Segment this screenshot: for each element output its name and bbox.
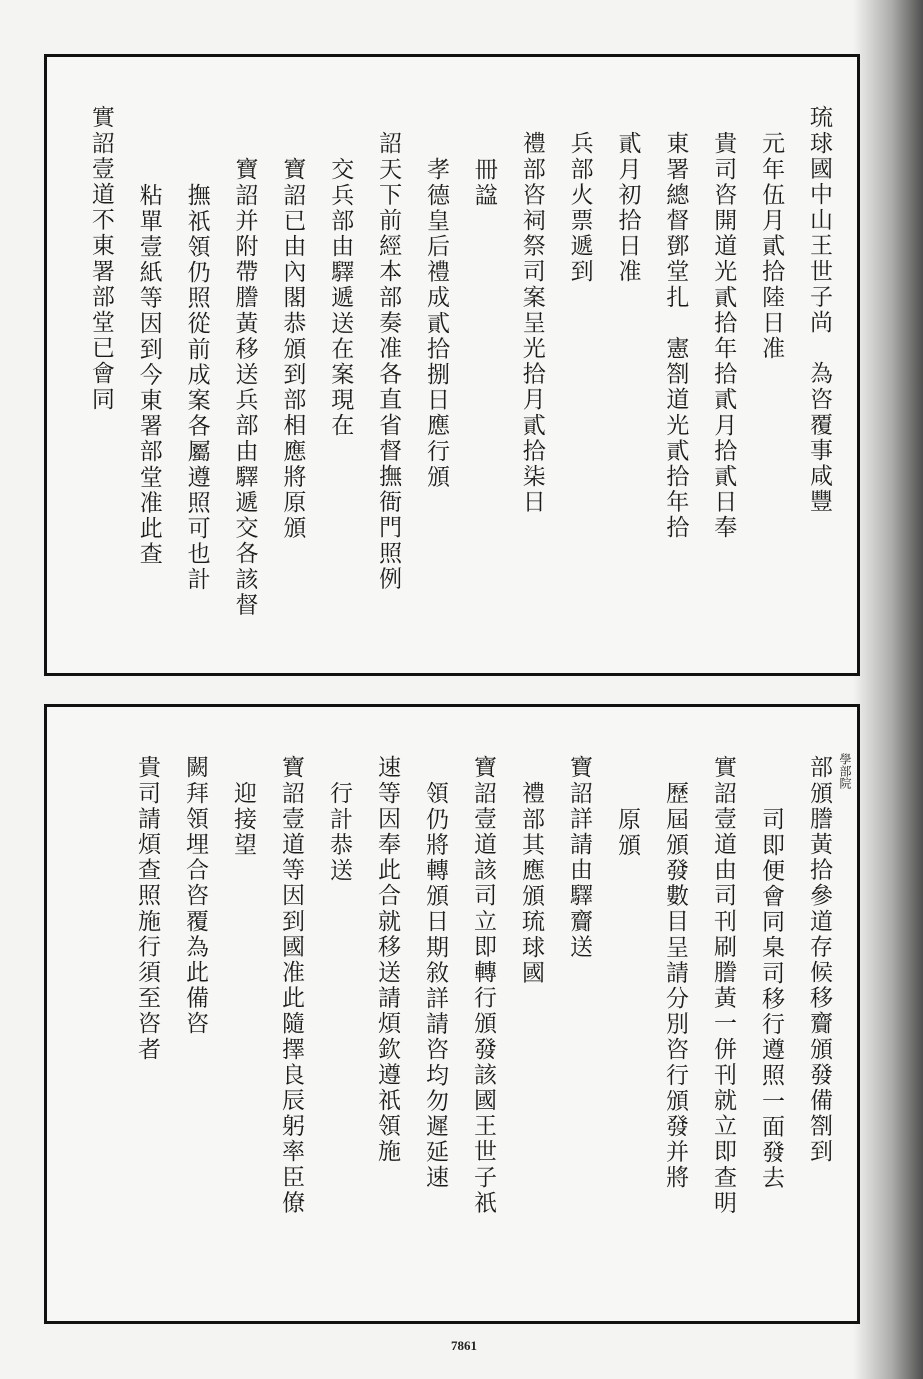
top-document-panel (44, 54, 860, 676)
top-column: 東署總督鄧堂扎 憲劄道光貳拾年拾 (662, 131, 689, 541)
bottom-column: 原頒 (614, 807, 640, 859)
top-column: 貳月初拾日准 (614, 131, 641, 285)
page-gutter-shadow (853, 0, 923, 1379)
bottom-column: 部頒謄黃拾參道存候移齎頒發備劄到 (806, 755, 832, 1165)
top-column: 粘單壹紙等因到今東署部堂准此查 (135, 183, 162, 567)
bottom-column: 實詔壹道由司刊刷謄黃一併刊就立即查明 (710, 755, 736, 1216)
top-column: 交兵部由驛遞送在案現在 (327, 157, 354, 439)
top-column: 冊諡 (470, 157, 497, 209)
top-column: 實詔壹道不東署部堂已會同 (87, 105, 114, 413)
bottom-column: 寶詔壹道等因到國准此隨擇良辰躬率臣僚 (278, 755, 304, 1216)
bottom-column: 迎接望 (230, 781, 256, 858)
bottom-document-panel (44, 704, 860, 1324)
bottom-column: 行計恭送 (326, 781, 352, 884)
bottom-column: 寶詔詳請由驛齎送 (566, 755, 592, 960)
bottom-column: 司即便會同臬司移行遵照一面發去 (758, 807, 784, 1191)
top-column: 寶詔并附帶謄黃移送兵部由驛遞交各該督 (231, 157, 258, 618)
top-column: 琉球國中山王世子尚 為咨覆事咸豐 (806, 105, 832, 515)
top-column: 元年伍月貳拾陸日准 (758, 131, 785, 362)
bottom-column: 寶詔壹道該司立即轉行頒發該國王世子祇 (470, 755, 496, 1216)
top-column: 撫祇領仍照從前成案各屬遵照可也計 (183, 183, 210, 593)
top-column: 貴司咨開道光貳拾年拾貳月拾貳日奉 (710, 131, 737, 541)
bottom-column: 禮部其應頒琉球國 (518, 781, 544, 986)
bottom-column: 闕拜領埋合咨覆為此備咨 (182, 755, 208, 1037)
top-column: 詔天下前經本部奏准各直省督撫衙門照例 (375, 131, 402, 592)
top-column: 兵部火票遞到 (566, 131, 593, 285)
top-column: 孝德皇后禮成貳拾捌日應行頒 (423, 157, 449, 490)
bottom-column: 歷屆頒發數目呈請分別咨行頒發并將 (662, 781, 688, 1191)
marginal-annotation: 學部院 (838, 753, 852, 789)
top-column: 寶詔已由內閣恭頒到部相應將原頒 (279, 157, 306, 541)
page-number: 7861 (451, 1338, 477, 1353)
top-column: 禮部咨祠祭司案呈光拾月貳拾柒日 (518, 131, 545, 515)
bottom-text-columns (47, 707, 857, 1321)
top-text-columns (47, 57, 857, 673)
bottom-column: 速等因奉此合就移送請煩欽遵祇領施 (374, 755, 400, 1165)
bottom-column: 領仍將轉頒日期敘詳請咨均勿遲延速 (422, 781, 448, 1191)
bottom-column: 貴司請煩查照施行須至咨者 (134, 755, 160, 1063)
